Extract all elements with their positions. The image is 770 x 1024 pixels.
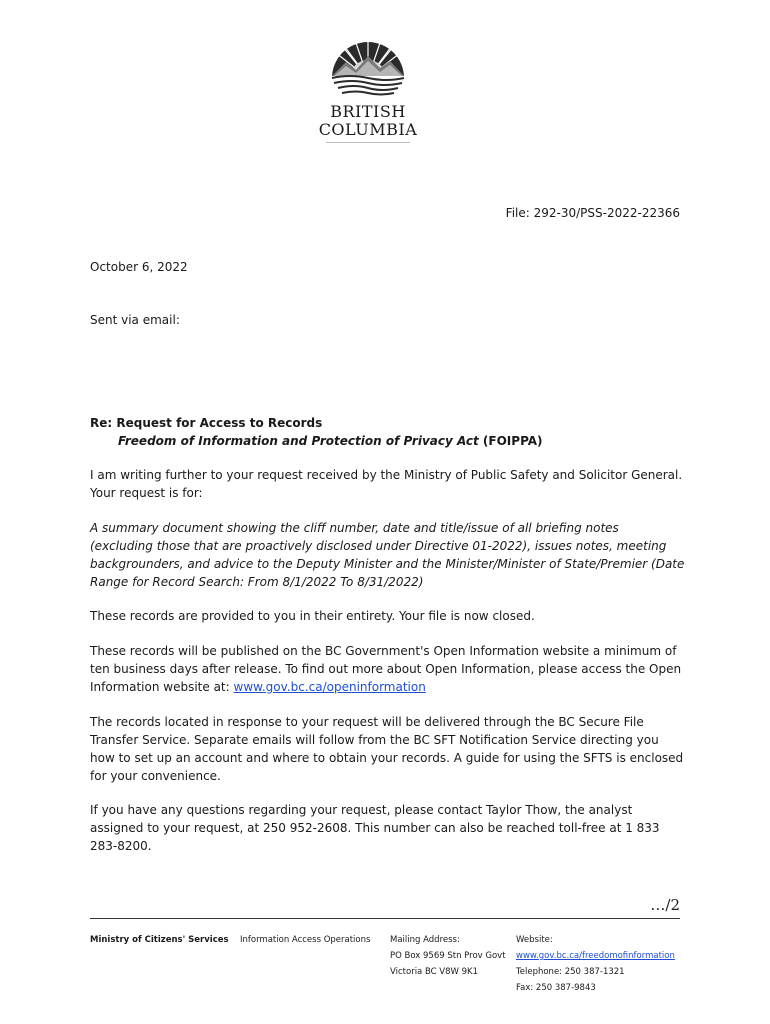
request-summary-paragraph: A summary document showing the cliff number, date and title/issue of all briefing notes (excluding those that are proactively disclosed under Directive 01-2022), issues notes, meeting backgrounders, and advice to the Deputy Minister and the Minister/Minister of State/Premier (Date Range for Record Search: From 8/1/2022 To 8/31/2022) — [90, 521, 685, 589]
footer-mailing-address — [390, 932, 506, 980]
footer-website-label: Website: — [516, 935, 553, 945]
logo-wordmark-line1: BRITISH — [330, 102, 406, 121]
letter-date: October 6, 2022 — [90, 260, 188, 274]
delivery-paragraph: The records located in response to your request will be delivered through the BC Secure File Transfer Service. Separate emails will follow from the BC SFT Notification Service directing you how to set up an account and where to obtain your records. A guide for using the SFTS is enclosed for your convenience. — [90, 715, 684, 783]
records-status-paragraph: These records are provided to you in their entirety. Your file is now closed. — [90, 609, 535, 623]
open-information-text: These records will be published on the BC Government's Open Information website a minimum of ten business days after release. To find out more about Open Information, please access the Open Information website at: — [90, 644, 682, 694]
subject-line: Re: Request for Access to Records — [90, 416, 323, 430]
intro-paragraph: I am writing further to your request received by the Ministry of Public Safety and Solicitor General. Your request is for: — [90, 468, 683, 500]
act-abbreviation: (FOIPPA) — [478, 434, 543, 448]
open-information-link[interactable]: www.gov.bc.ca/openinformation — [233, 680, 426, 694]
page-continuation: …/2 — [650, 896, 680, 914]
footer-website-link[interactable]: www.gov.bc.ca/freedomofinformation — [516, 951, 675, 961]
open-information-paragraph — [90, 642, 685, 696]
footer-website — [516, 932, 675, 996]
footer-telephone: Telephone: 250 387-1321 — [516, 967, 625, 977]
footer-ministry-name: Ministry of Citizens' Services — [90, 935, 229, 945]
footer-office-name: Information Access Operations — [240, 935, 371, 945]
act-name: Freedom of Information and Protection of Privacy Act — [118, 434, 479, 448]
sent-via-line: Sent via email: — [90, 313, 180, 327]
bc-government-logo — [312, 42, 424, 146]
footer-mailing-line1: PO Box 9569 Stn Prov Govt — [390, 951, 506, 961]
footer-fax: Fax: 250 387-9843 — [516, 983, 596, 993]
footer-ministry — [90, 932, 229, 948]
footer-divider — [90, 918, 680, 919]
footer-mailing-line2: Victoria BC V8W 9K1 — [390, 967, 479, 977]
contact-paragraph: If you have any questions regarding your request, please contact Taylor Thow, the analyst assigned to your request, at 250 952-2608. This number can also be reached toll-free at 1 833 283-8200. — [90, 803, 660, 853]
footer-mailing-label: Mailing Address: — [390, 935, 460, 945]
logo-underline — [326, 142, 410, 143]
logo-wordmark-line2: COLUMBIA — [318, 120, 418, 139]
subject-act-line — [118, 432, 543, 450]
bc-sun-mountain-emblem-icon — [312, 42, 424, 102]
footer-office — [240, 932, 370, 948]
file-reference: File: 292-30/PSS-2022-22366 — [505, 206, 680, 220]
